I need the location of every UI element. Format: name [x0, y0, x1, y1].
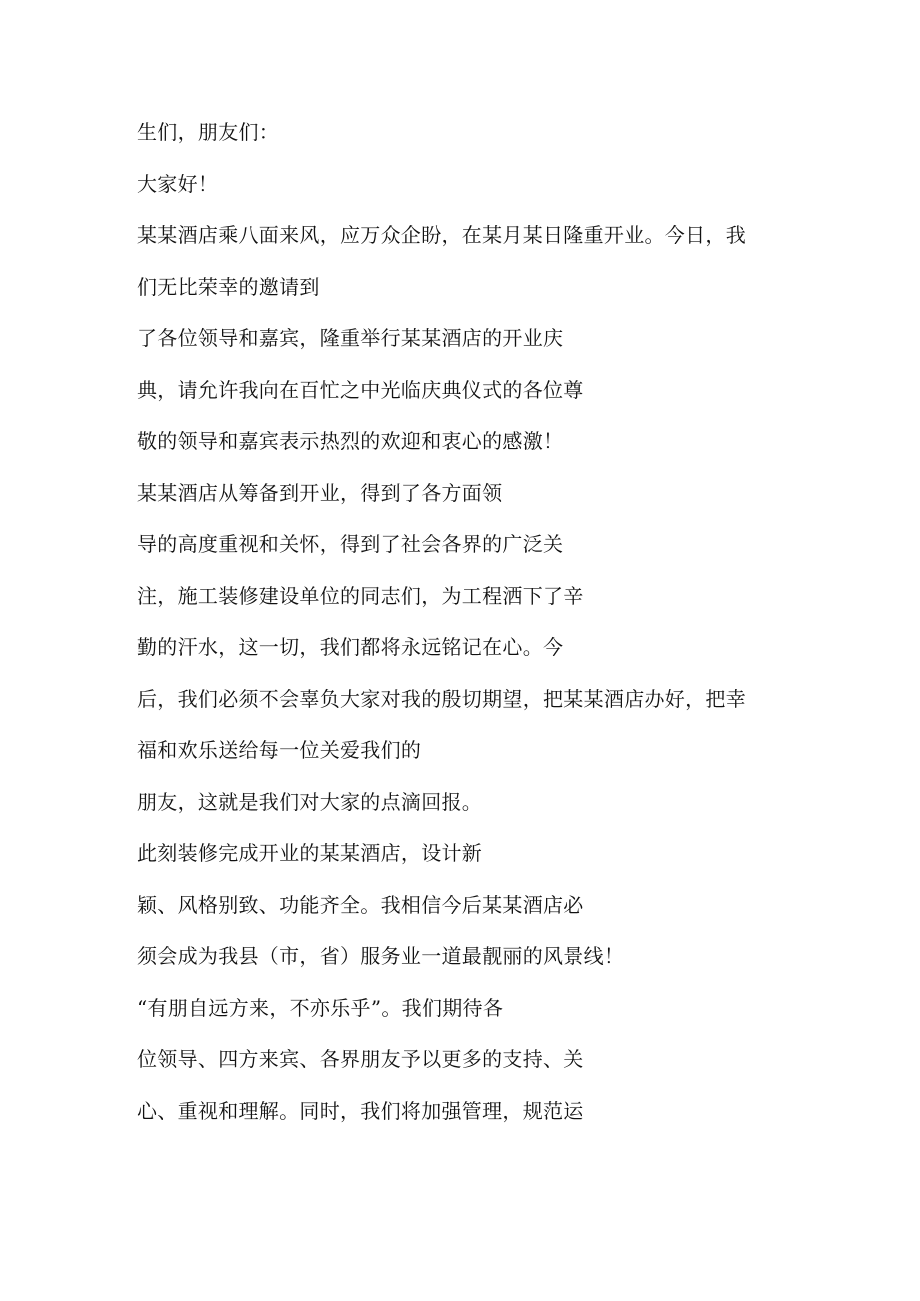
text-line: 典，请允许我向在百忙之中光临庆典仪式的各位尊 — [137, 377, 584, 402]
text-line: 位领导、四方来宾、各界朋友予以更多的支持、关 — [137, 1047, 584, 1071]
text-line: 后，我们必须不会辜负大家对我的殷切期望，把某某酒店办好，把幸 — [137, 686, 746, 711]
text-line: 此刻装修完成开业的某某酒店，设计新 — [137, 841, 483, 865]
text-line: 生们，朋友们： — [137, 120, 280, 144]
text-line: 心、重视和理解。同时，我们将加强管理，规范运 — [137, 1098, 584, 1123]
text-line: 敬的领导和嘉宾表示热烈的欢迎和衷心的感激！ — [137, 429, 564, 453]
text-line: 导的高度重视和关怀，得到了社会各界的广泛关 — [137, 532, 564, 556]
text-line: 注，施工装修建设单位的同志们，为工程洒下了辛 — [137, 583, 584, 608]
text-line: “有朋自远方来，不亦乐乎”。我们期待各 — [137, 995, 504, 1020]
document-body — [137, 117, 777, 1147]
text-line: 了各位领导和嘉宾，隆重举行某某酒店的开业庆 — [137, 326, 564, 350]
text-line: 须会成为我县（市，省）服务业一道最靓丽的风景线！ — [137, 944, 625, 968]
text-line: 某某酒店从筹备到开业，得到了各方面领 — [137, 480, 503, 505]
text-line: 大家好！ — [137, 171, 219, 196]
text-line: 颖、风格别致、功能齐全。我相信今后某某酒店必 — [137, 892, 584, 917]
text-line: 勤的汗水，这一切，我们都将永远铭记在心。今 — [137, 635, 564, 659]
text-line: 们无比荣幸的邀请到 — [137, 274, 320, 299]
text-line: 某某酒店乘八面来风，应万众企盼，在某月某日隆重开业。今日，我 — [137, 223, 746, 247]
text-line: 朋友，这就是我们对大家的点滴回报。 — [137, 789, 483, 814]
text-line: 福和欢乐送给每一位关爱我们的 — [137, 738, 422, 762]
